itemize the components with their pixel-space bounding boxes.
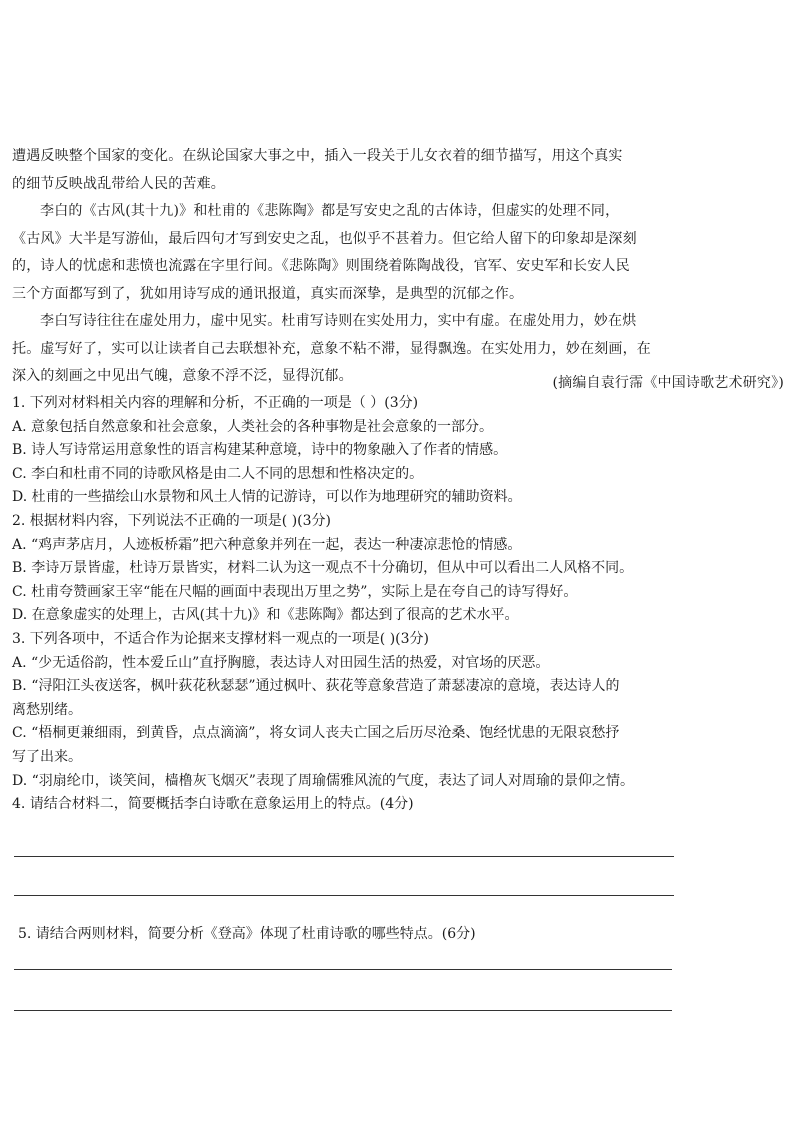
passage-line: 李白的《古风(其十九)》和杜甫的《悲陈陶》都是写安史之乱的古体诗，但虚实的处理不同， [40,203,620,219]
answer-line[interactable] [14,895,674,896]
question-2-option-a: A. “鸡声茅店月，人迹板桥霜”把六种意象并列在一起，表达一种凄凉悲怆的情感。 [12,536,522,553]
question-5 [18,923,793,947]
question-2-option-d: D. 在意象虚实的处理上，古风(其十九)》和《悲陈陶》都达到了很高的艺术水平。 [12,607,519,624]
question-1-option-c: C. 李白和杜甫不同的诗歌风格是由二人不同的思想和性格决定的。 [12,465,424,482]
passage-line: 李白写诗往往在虚处用力，虚中见实。杜甫写诗则在实处用力，实中有虚。在虚处用力，妙在烘 [40,313,637,329]
reading-passage [12,143,784,391]
passage-line: 《古风》大半是写游仙，最后四句才写到安史之乱，也似乎不甚着力。但它给人留下的印象却是深刻 [12,230,637,247]
question-1-option-b: B. 诗人写诗常运用意象性的语言构建某种意境，诗中的物象融入了作者的情感。 [12,442,508,459]
question-2-stem: 2. 根据材料内容，下列说法不正确的一项是( )(3分) [12,512,332,529]
question-2-option-c: C. 杜甫夸赞画家王宰“能在尺幅的画面中表现出万里之势”，实际上是在夸自己的诗写得好。 [12,583,578,600]
answer-line[interactable] [14,969,672,970]
question-3-option-a: A. “少无适俗韵，性本爱丘山”直抒胸臆，表达诗人对田园生活的热爱，对官场的厌恶。 [12,654,550,671]
question-3-option-b-cont: 离愁别绪。 [12,701,82,718]
question-3-option-d: D. “羽扇纶巾，谈笑间，樯橹灰飞烟灭”表现了周瑜儒雅风流的气度，表达了词人对周瑜的景仰之情。 [12,772,634,789]
question-5-stem: 5. 请结合两则材料，简要分析《登高》体现了杜甫诗歌的哪些特点。(6分) [18,926,476,942]
passage-line: 的细节反映战乱带给人民的苦难。 [12,175,225,192]
answer-line[interactable] [14,1010,672,1011]
question-list [12,392,787,817]
question-2-option-b: B. 李诗万景皆虚，杜诗万景皆实，材料二认为这一观点不十分确切，但从中可以看出二人风格不同。 [12,560,634,577]
question-4-stem: 4. 请结合材料二，简要概括李白诗歌在意象运用上的特点。(4分) [12,796,414,813]
passage-line: 深入的刻画之中见出气魄，意象不浮不泛，显得沉郁。 [12,368,353,384]
question-3-option-c: C. “梧桐更兼细雨，到黄昏，点点滴滴”，将女词人丧夫亡国之后历尽沧桑、饱经忧患的无限哀愁抒 [12,725,620,742]
question-3-option-c-cont: 写了出来。 [12,748,82,765]
passage-line: 遭遇反映整个国家的变化。在纵论国家大事之中，插入一段关于儿女衣着的细节描写，用这个真实 [12,148,623,164]
passage-line: 三个方面都写到了，犹如用诗写成的通讯报道，真实而深挚，是典型的沉郁之作。 [12,285,524,302]
source-citation: (摘编自袁行霈《中国诗歌艺术研究》) [552,375,784,391]
question-1-option-a: A. 意象包括自然意象和社会意象，人类社会的各种事物是社会意象的一部分。 [12,418,494,435]
passage-line: 的，诗人的忧虑和悲愤也流露在字里行间。《悲陈陶》则围绕着陈陶战役，官军、安史军和长安人民 [12,258,630,274]
question-1-option-d: D. 杜甫的一些描绘山水景物和风土人情的记游诗，可以作为地理研究的辅助资料。 [12,489,522,506]
question-3-stem: 3. 下列各项中，不适合作为论据来支撑材料一观点的一项是( )(3分) [12,630,430,647]
passage-line: 托。虚写好了，实可以让读者自己去联想补充，意象不粘不滞，显得飘逸。在实处用力，妙在刻画，在 [12,340,651,357]
question-1-stem: 1. 下列对材料相关内容的理解和分析，不正确的一项是（ ）(3分) [12,395,419,411]
question-3-option-b: B. “浔阳江头夜送客，枫叶荻花秋瑟瑟”通过枫叶、荻花等意象营造了萧瑟凄凉的意境，表达诗人的 [12,678,620,695]
answer-line[interactable] [14,856,674,857]
